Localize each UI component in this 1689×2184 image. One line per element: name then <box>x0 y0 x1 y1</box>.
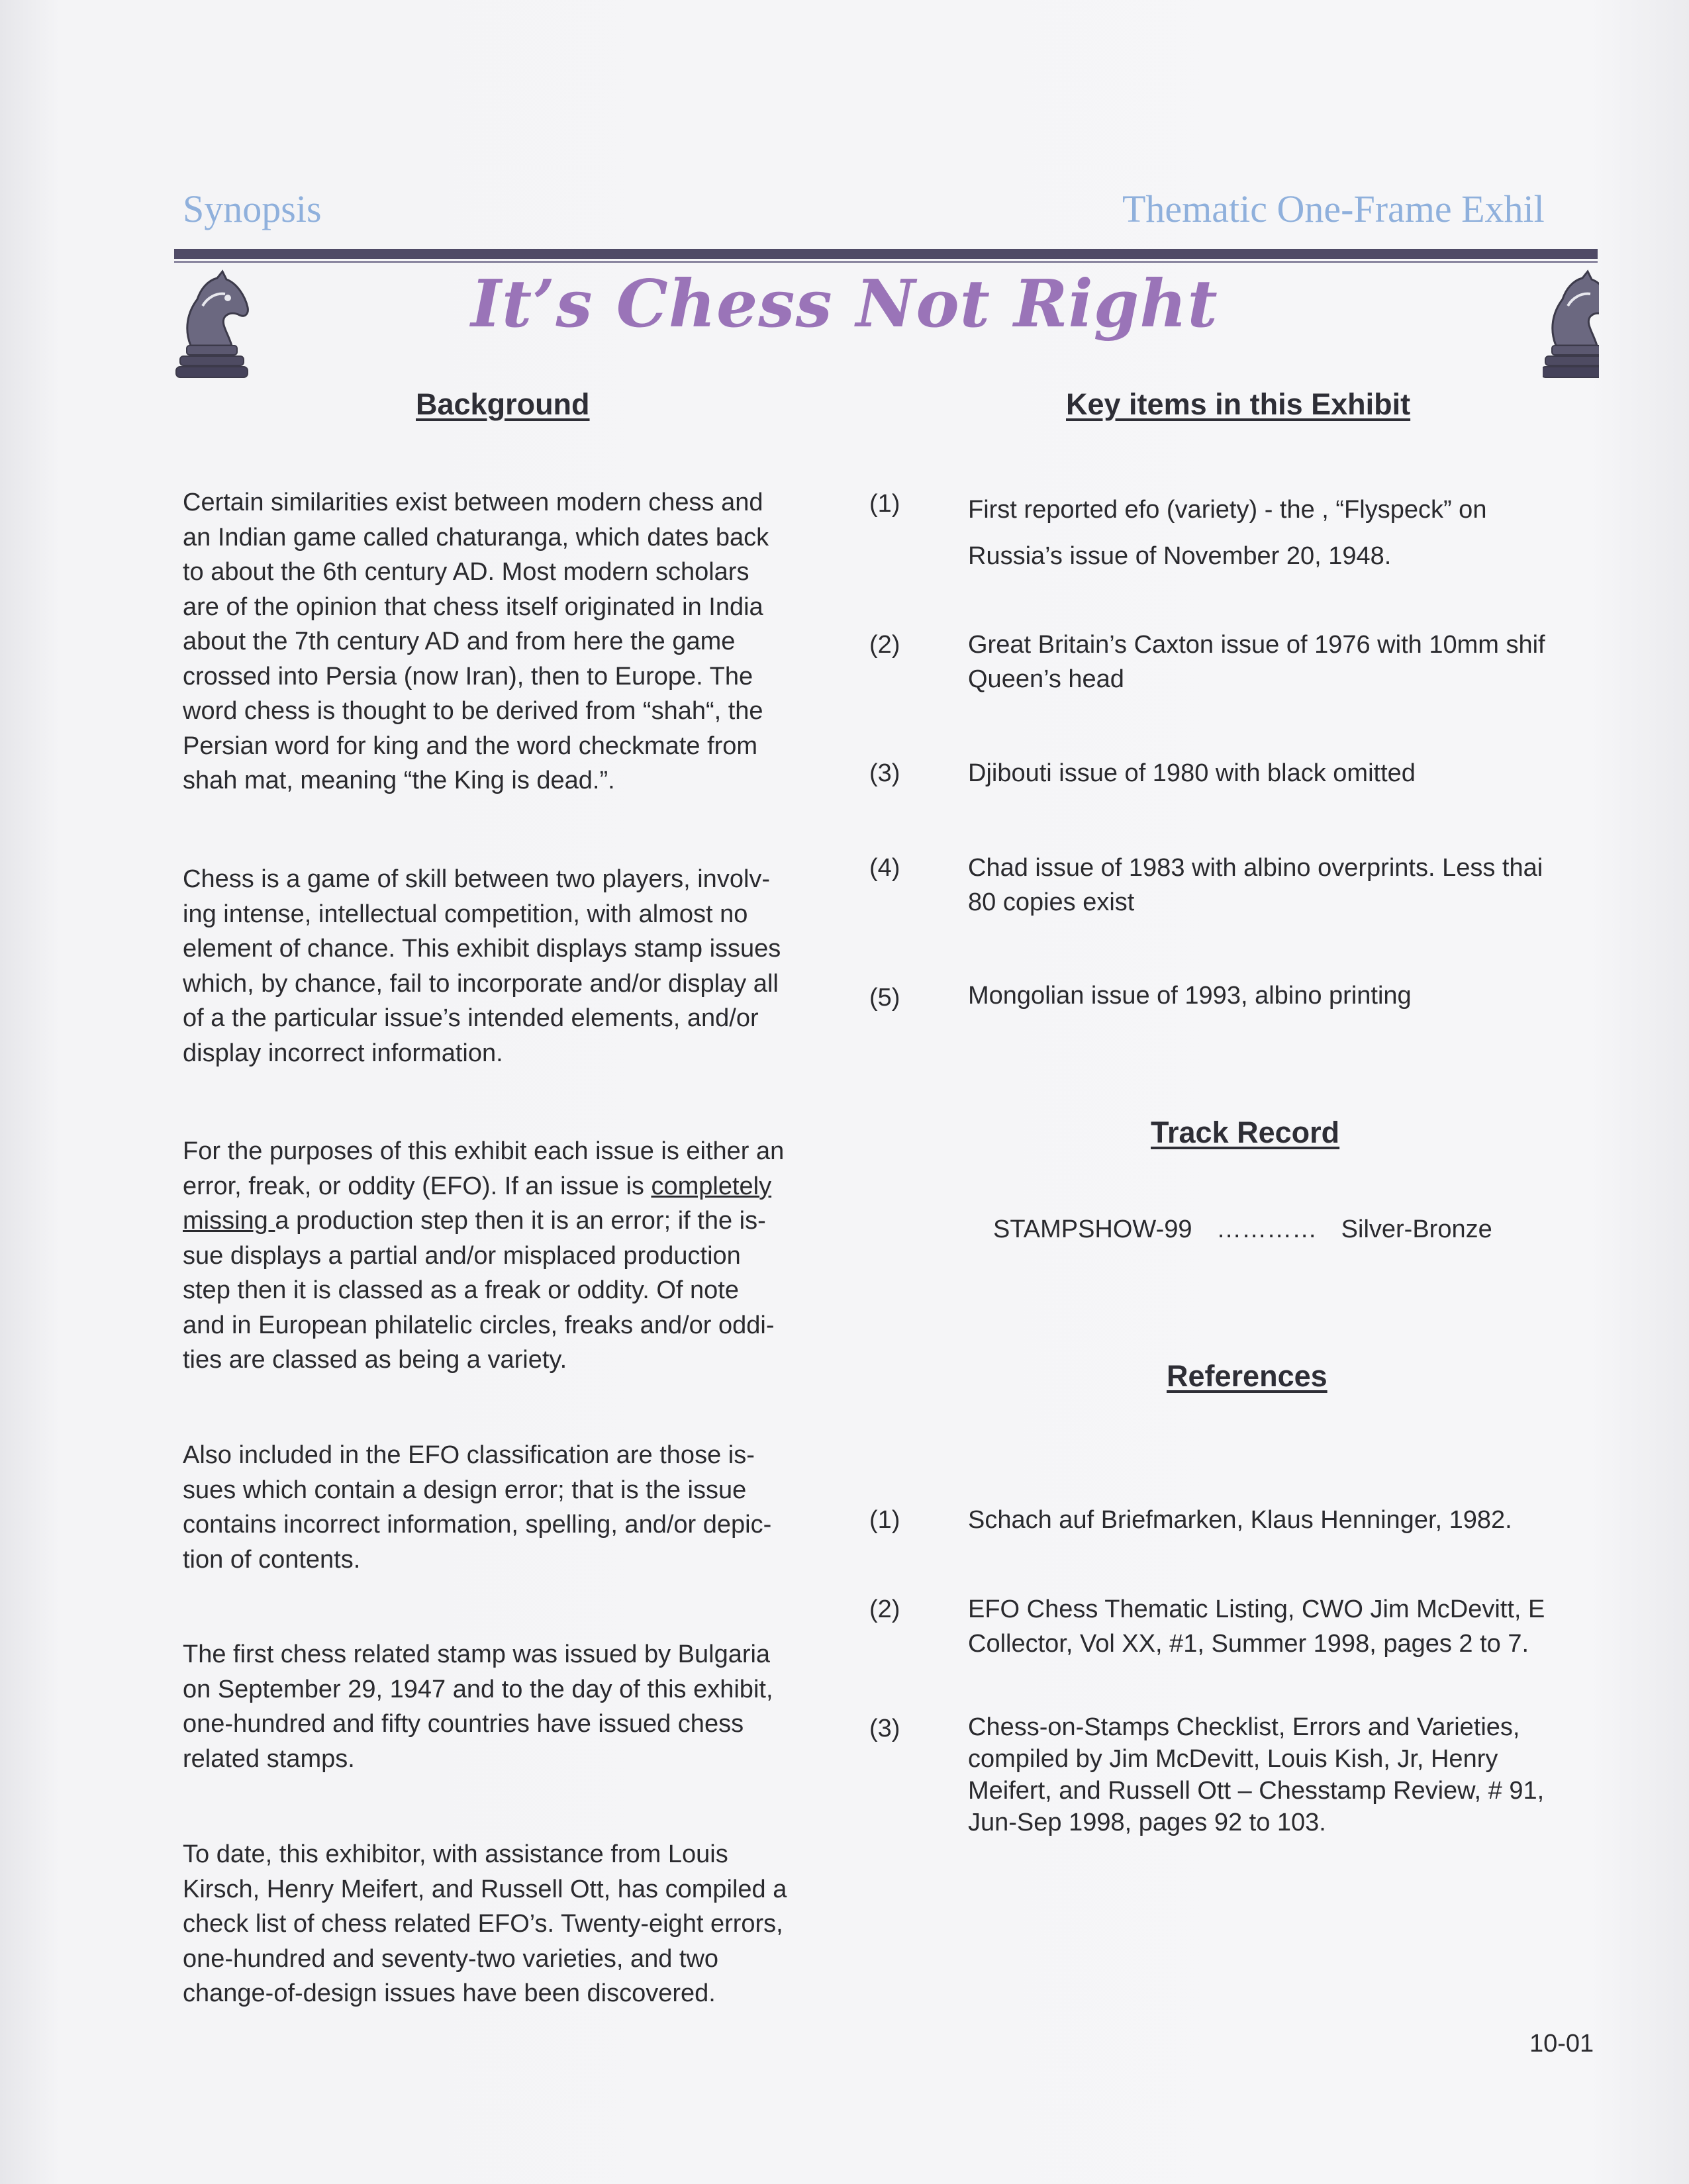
page-title: It’s Chess Not Right <box>471 266 1218 342</box>
efo-line-2 <box>183 1169 851 1204</box>
background-paragraph-1: Certain similarities exist between modern chess and an Indian game called chaturanga, which dates back to about the 6th century AD. Most modern scholars are of the opinion that chess itself originated in India about the 7th century AD and from here the game crossed into Persia (now Iran), then to Europe. The word chess is thought to be derived from “shah“, the Persian word for king and the word checkmate from shah mat, meaning “the King is dead.”. <box>183 489 769 794</box>
track-record-show: STAMPSHOW-99 <box>993 1215 1192 1243</box>
key-item-text: First reported efo (variety) - the , “Flyspeck” on Russia’s issue of November 20, 1948. <box>968 496 1487 570</box>
track-record-award: Silver-Bronze <box>1341 1215 1492 1243</box>
key-item-number: (5) <box>869 984 900 1012</box>
reference-text: Chess-on-Stamps Checklist, Errors and Varieties, compiled by Jim McDevitt, Louis Kish, Jr, Henry Meifert, and Russell Ott – Chesstamp Review, # 91, Jun-Sep 1998, pages 92 to 103. <box>968 1713 1545 1836</box>
background-paragraph-3: Also included in the EFO classification are those is- sues which contain a design error; that is the issue contains incorrect information, spelling, and/or depic- tion of contents. <box>183 1441 772 1574</box>
efo-line-3-text: a production step then it is an error; if the is- <box>275 1207 766 1235</box>
efo-paragraph <box>183 1134 851 1378</box>
efo-underlined-missing: missing <box>183 1207 275 1235</box>
track-record-heading: Track Record <box>1151 1116 1340 1149</box>
key-item-text: Great Britain’s Caxton issue of 1976 with 10mm shif Queen’s head <box>968 631 1545 693</box>
reference-number: (3) <box>869 1715 900 1742</box>
reference-number: (1) <box>869 1506 900 1534</box>
track-record-entry <box>993 1215 1492 1244</box>
key-item-number: (2) <box>869 631 900 659</box>
reference-text: EFO Chess Thematic Listing, CWO Jim McDevitt, E Collector, Vol XX, #1, Summer 1998, pages 2 to 7. <box>968 1595 1545 1658</box>
reference-text: Schach auf Briefmarken, Klaus Henninger, 1982. <box>968 1506 1512 1534</box>
header-rule-thin <box>174 261 1598 263</box>
key-item-text: Djibouti issue of 1980 with black omitted <box>968 759 1416 787</box>
background-heading: Background <box>416 387 590 421</box>
efo-rest: sue displays a partial and/or misplaced production step then it is classed as a freak or oddity. Of note and in European philatelic circles, freaks and/or oddi- ties are classed as being a variety. <box>183 1241 775 1374</box>
page-number: 10-01 <box>1529 2030 1594 2058</box>
header-left-label: Synopsis <box>183 187 322 230</box>
efo-line-2-text: error, freak, or oddity (EFO). If an issue is <box>183 1172 651 1200</box>
references-heading: References <box>1167 1359 1327 1393</box>
background-paragraph-4: The first chess related stamp was issued by Bulgaria on September 29, 1947 and to the day of this exhibit, one-hundred and fifty countries have issued chess related stamps. <box>183 1640 773 1773</box>
header-right-label: Thematic One-Frame Exhil <box>1122 187 1545 230</box>
efo-line-1: For the purposes of this exhibit each issue is either an <box>183 1137 785 1165</box>
key-item-number: (3) <box>869 759 900 787</box>
key-item-text: Chad issue of 1983 with albino overprints. Less thai 80 copies exist <box>968 854 1543 916</box>
key-item-number: (1) <box>869 490 900 518</box>
background-paragraph-2: Chess is a game of skill between two players, involv- ing intense, intellectual competition, with almost no element of chance. This exhibit displays stamp issues which, by chance, fail to incorporate and/or display all of a the particular issue’s intended elements, and/or display incorrect information. <box>183 865 781 1067</box>
track-record-leader-dots: ………… <box>1216 1215 1318 1243</box>
header-rule <box>174 249 1598 259</box>
efo-line-3 <box>183 1204 851 1239</box>
key-items-heading: Key items in this Exhibit <box>1066 387 1411 421</box>
key-item-number: (4) <box>869 854 900 882</box>
key-item-text: Mongolian issue of 1993, albino printing <box>968 982 1412 1010</box>
reference-number: (2) <box>869 1595 900 1623</box>
efo-underlined-completely: completely <box>651 1172 772 1200</box>
background-paragraph-5: To date, this exhibitor, with assistance from Louis Kirsch, Henry Meifert, and Russell Ott, has compiled a check list of chess related EFO’s. Twenty-eight errors, one-hundred and seventy-two varieties, and two change-of-design issues have been discovered. <box>183 1840 787 2007</box>
